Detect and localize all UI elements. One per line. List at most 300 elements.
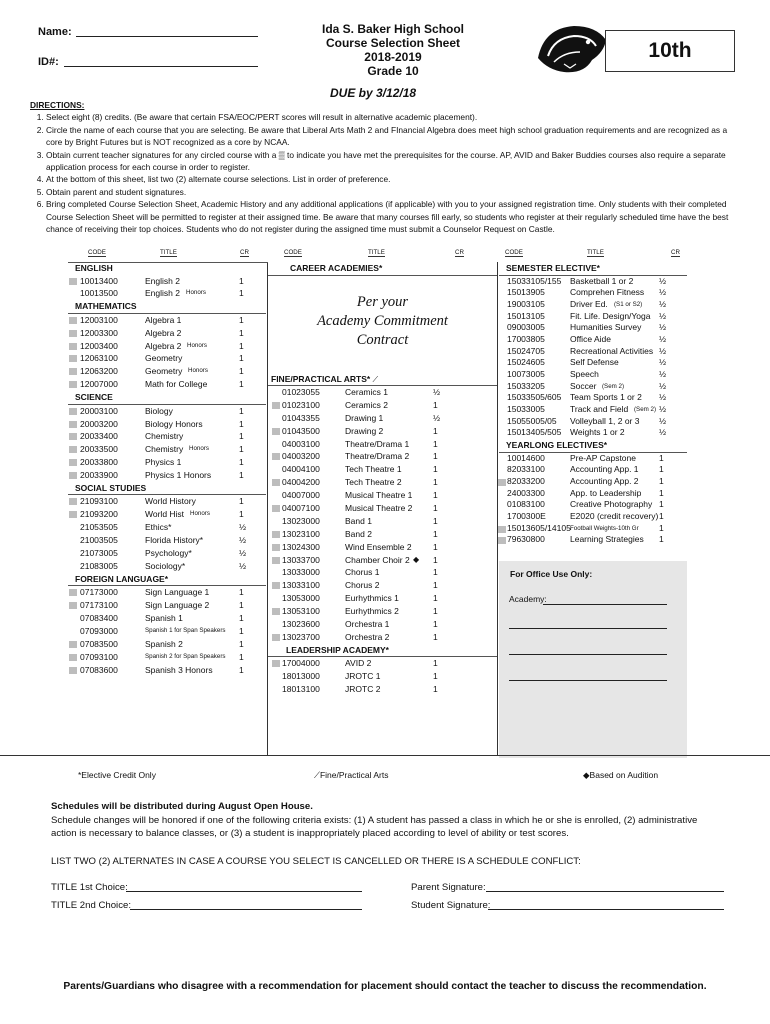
- course-credit: 1: [239, 327, 244, 338]
- course-row[interactable]: [268, 502, 497, 515]
- middle-course-column: [268, 249, 497, 696]
- col-header-cr: CR: [240, 249, 249, 256]
- col-header-cr: CR: [455, 249, 464, 256]
- directions: [30, 99, 742, 235]
- course-title: App. to Leadership: [570, 487, 642, 498]
- first-choice-field[interactable]: [126, 890, 362, 892]
- course-code: 20033800: [80, 457, 118, 468]
- course-title: Spanish 2 for Span Speakers: [145, 652, 226, 660]
- course-code: 20033500: [80, 444, 118, 455]
- academy-contract-note: [268, 276, 497, 373]
- course-row[interactable]: [268, 618, 497, 631]
- course-row[interactable]: [499, 476, 687, 488]
- course-row[interactable]: [68, 456, 266, 469]
- course-credit: 1: [239, 600, 244, 611]
- course-title: Tech Theatre 1: [345, 464, 402, 475]
- prereq-box[interactable]: [272, 531, 280, 538]
- course-row[interactable]: [268, 412, 497, 425]
- prereq-box[interactable]: [69, 602, 77, 609]
- course-row[interactable]: [68, 418, 266, 431]
- prereq-box[interactable]: [498, 537, 506, 544]
- course-credit: 1: [239, 405, 244, 416]
- prereq-box[interactable]: [272, 660, 280, 667]
- course-title: Soccer: [570, 380, 597, 391]
- course-row[interactable]: [268, 489, 497, 502]
- course-row[interactable]: [68, 586, 266, 599]
- yearlong-rows: [499, 453, 687, 547]
- course-row[interactable]: [499, 381, 687, 393]
- course-credit: 1: [239, 379, 244, 390]
- course-credit: 1: [433, 541, 438, 552]
- course-title-note: Honors: [188, 367, 208, 375]
- course-credit: ½: [239, 560, 247, 571]
- course-code: 1700300E: [507, 511, 546, 522]
- fine-arts-footnote: [314, 770, 388, 781]
- course-title: Volleyball 1, 2 or 3: [570, 415, 640, 426]
- course-row[interactable]: [499, 453, 687, 465]
- course-row[interactable]: [68, 469, 266, 482]
- office-line[interactable]: [509, 679, 667, 681]
- course-row[interactable]: [499, 523, 687, 535]
- course-code: 01023055: [282, 387, 320, 397]
- course-row[interactable]: [68, 508, 266, 521]
- course-code: 17003805: [507, 333, 545, 344]
- course-row[interactable]: [68, 365, 266, 378]
- contract-line: Academy Commitment: [317, 312, 448, 329]
- career-academies-header: CAREER ACADEMIES*: [268, 262, 497, 276]
- prereq-box[interactable]: [69, 654, 77, 661]
- prereq-box[interactable]: [69, 498, 77, 505]
- school-year: 2018-2019: [364, 50, 422, 64]
- course-credit: 1: [433, 567, 438, 578]
- course-row[interactable]: [268, 476, 497, 489]
- course-credit: 1: [239, 314, 244, 325]
- course-code: 15024605: [507, 357, 545, 368]
- course-credit: ½: [659, 427, 667, 438]
- course-row[interactable]: [68, 638, 266, 651]
- course-row[interactable]: [268, 438, 497, 451]
- course-title: Drawing 2: [345, 425, 384, 436]
- course-title: AVID 2: [345, 658, 372, 669]
- prereq-box[interactable]: [69, 355, 77, 362]
- course-code: 13023700: [282, 631, 320, 642]
- prereq-box[interactable]: [69, 433, 77, 440]
- fine-arts-footnote-text: Fine/Practical Arts: [319, 770, 389, 780]
- course-credit: 1: [433, 554, 438, 565]
- course-title: Band 1: [345, 515, 372, 526]
- course-title: Algebra 2: [145, 327, 182, 338]
- course-row[interactable]: [268, 579, 497, 592]
- academy-field[interactable]: [543, 603, 667, 605]
- schedule-text: Schedule changes will be honored if one of the following criteria exists: (1) A student has passed a class in which he or she is enrolled, (2) administrative action is necessary to balance classes, or (3) a student is inappropriately placed according to level of ability or test scores.: [51, 814, 698, 840]
- schedule-section: [51, 800, 721, 841]
- course-row[interactable]: [268, 528, 497, 541]
- course-credit: 1: [239, 496, 244, 507]
- course-credit: ½: [239, 522, 247, 533]
- id-field[interactable]: [64, 66, 258, 67]
- prereq-box[interactable]: [69, 641, 77, 648]
- course-title: Physics 1 Honors: [145, 470, 212, 481]
- course-row[interactable]: [499, 511, 687, 523]
- grade-badge-text: 10th: [648, 39, 692, 62]
- course-code: 15033005: [507, 404, 545, 415]
- course-credit: ½: [659, 333, 667, 344]
- course-title: Drawing 1: [345, 412, 384, 423]
- course-row[interactable]: [499, 464, 687, 476]
- prereq-box[interactable]: [272, 582, 280, 589]
- course-code: 12003300: [80, 327, 118, 338]
- prereq-box[interactable]: [69, 472, 77, 479]
- course-code: 07083500: [80, 638, 118, 649]
- prereq-box[interactable]: [272, 479, 280, 486]
- course-title: English 2: [145, 275, 180, 286]
- brush-icon: ⟋: [314, 770, 320, 780]
- course-title-note: (S1 or S2): [614, 300, 643, 308]
- fine-arts-rows: [268, 386, 497, 644]
- course-code: 13033100: [282, 580, 320, 591]
- course-title: Psychology*: [145, 548, 192, 559]
- course-credit: 1: [239, 470, 244, 481]
- course-row[interactable]: [68, 287, 266, 300]
- course-code: 01043355: [282, 412, 320, 423]
- course-title: Ceramics 1: [345, 387, 388, 397]
- course-row[interactable]: [499, 392, 687, 404]
- semester-rows: [499, 276, 687, 440]
- course-row[interactable]: [68, 599, 266, 612]
- course-code: 09003005: [507, 322, 545, 333]
- course-code: 10014600: [507, 452, 545, 463]
- course-title: World Hist: [145, 509, 185, 520]
- course-row[interactable]: [268, 566, 497, 579]
- prereq-box[interactable]: [272, 402, 280, 409]
- course-row[interactable]: [499, 427, 687, 439]
- academy-label: Academy:: [509, 594, 547, 604]
- course-title: Physics 1: [145, 457, 182, 468]
- course-credit: 1: [239, 444, 244, 455]
- course-row[interactable]: [268, 592, 497, 605]
- course-title: Chemistry: [145, 431, 184, 442]
- course-credit: ½: [433, 387, 441, 397]
- course-row[interactable]: [68, 547, 266, 560]
- course-credit: 1: [433, 438, 438, 449]
- course-row[interactable]: [68, 560, 266, 573]
- course-title: Weights 1 or 2: [570, 427, 625, 438]
- prereq-box[interactable]: [69, 330, 77, 337]
- course-row[interactable]: [499, 346, 687, 358]
- course-credit: 1: [659, 511, 664, 522]
- prereq-box[interactable]: [69, 317, 77, 324]
- course-title: Creative Photography: [570, 499, 653, 510]
- prereq-box[interactable]: [69, 667, 77, 674]
- contract-line: Per your: [356, 293, 409, 310]
- prereq-box[interactable]: [272, 557, 280, 564]
- course-row[interactable]: [499, 534, 687, 546]
- second-choice-label: TITLE 2nd Choice:: [51, 900, 131, 911]
- course-title-note: Honors: [186, 289, 206, 297]
- course-title: Math for College: [145, 379, 208, 390]
- prereq-box[interactable]: [69, 278, 77, 285]
- id-label: ID#:: [38, 56, 59, 68]
- course-credit: 1: [433, 580, 438, 591]
- course-row[interactable]: [499, 311, 687, 323]
- course-title: English 2: [145, 288, 180, 299]
- course-row[interactable]: [268, 631, 497, 644]
- col-header-code: CODE: [88, 249, 106, 256]
- prereq-box[interactable]: [69, 446, 77, 453]
- course-credit: 1: [239, 340, 244, 351]
- course-title: JROTC 1: [345, 671, 381, 682]
- course-row[interactable]: [268, 605, 497, 618]
- course-code: 82033100: [507, 464, 545, 475]
- course-code: 17004000: [282, 658, 320, 669]
- course-credit: 1: [433, 606, 438, 617]
- course-row[interactable]: [68, 327, 266, 340]
- prereq-box[interactable]: [272, 544, 280, 551]
- course-title: Ceramics 2: [345, 399, 388, 410]
- course-row[interactable]: [268, 450, 497, 463]
- course-row[interactable]: [68, 378, 266, 391]
- col-header-title: TITLE: [368, 249, 385, 256]
- course-credit: 1: [239, 613, 244, 624]
- office-line[interactable]: [509, 627, 667, 629]
- course-credit: 1: [433, 658, 438, 669]
- course-title: Humanities Survey: [570, 322, 642, 333]
- course-row[interactable]: [499, 404, 687, 416]
- course-code: 13033000: [282, 567, 320, 578]
- course-code: 13023600: [282, 619, 320, 630]
- course-row[interactable]: [499, 369, 687, 381]
- course-code: 12063100: [80, 353, 118, 364]
- bottom-note: Parents/Guardians who disagree with a recommendation for placement should contact the teacher to discuss the recommendation.: [63, 981, 707, 992]
- course-code: 15013605/14105: [507, 522, 571, 533]
- course-code: 01023100: [282, 399, 320, 410]
- course-credit: 1: [433, 619, 438, 630]
- direction-item: 2. Circle the name of each course that you are selecting. Be aware that Liberal Arts Math 2 and FInancial Algebra does meet high school graduation requirements and are recognized as a core by Bright Futures but is NOT recognized as a core by NCAA.: [46, 124, 742, 149]
- course-title: Chamber Choir 2: [345, 554, 410, 565]
- parent-signature-field[interactable]: [486, 890, 724, 892]
- course-row[interactable]: [499, 299, 687, 311]
- course-credit: 1: [239, 418, 244, 429]
- course-title: Football Weights-10th Gr: [570, 524, 639, 532]
- schedule-title: Schedules will be distributed during August Open House.: [51, 801, 313, 812]
- course-code: 07083400: [80, 613, 118, 624]
- course-title: Pre-AP Capstone: [570, 452, 636, 463]
- prereq-box[interactable]: [272, 428, 280, 435]
- course-title: Theatre/Drama 2: [345, 451, 410, 462]
- course-credit: ½: [659, 287, 667, 298]
- course-credit: ½: [659, 392, 667, 403]
- course-code: 21073005: [80, 548, 118, 559]
- course-title: Spanish 3 Honors: [145, 664, 213, 675]
- course-row[interactable]: [68, 534, 266, 547]
- course-credit: 1: [239, 587, 244, 598]
- course-row[interactable]: [268, 541, 497, 554]
- footnote-rule: [0, 755, 770, 756]
- course-row[interactable]: [268, 554, 497, 567]
- col-header-code: CODE: [284, 249, 302, 256]
- course-code: 20003200: [80, 418, 118, 429]
- course-code: 15013105: [507, 310, 545, 321]
- course-code: 21003505: [80, 535, 118, 546]
- course-title: Eurhythmics 2: [345, 606, 399, 617]
- course-code: 04003200: [282, 451, 320, 462]
- course-row[interactable]: [68, 405, 266, 418]
- course-title: Geometry: [145, 366, 183, 377]
- office-use-box: [499, 561, 687, 758]
- course-row[interactable]: [68, 612, 266, 625]
- course-row[interactable]: [68, 625, 266, 638]
- course-credit: 1: [659, 522, 664, 533]
- course-title: Track and Field: [570, 404, 629, 415]
- prereq-box[interactable]: [498, 526, 506, 533]
- course-row[interactable]: [68, 495, 266, 508]
- course-row[interactable]: [499, 287, 687, 299]
- office-line[interactable]: [509, 653, 667, 655]
- course-row[interactable]: [268, 670, 497, 683]
- course-row[interactable]: [68, 275, 266, 288]
- course-title: JROTC 2: [345, 684, 381, 695]
- course-row[interactable]: [268, 399, 497, 412]
- course-row[interactable]: [68, 352, 266, 365]
- course-row[interactable]: [499, 322, 687, 334]
- course-code: 13023000: [282, 515, 320, 526]
- course-row[interactable]: [499, 276, 687, 288]
- course-row[interactable]: [68, 443, 266, 456]
- prereq-box[interactable]: [69, 408, 77, 415]
- grade-line: Grade 10: [367, 64, 419, 78]
- course-title: Tech Theatre 2: [345, 477, 402, 488]
- course-credit: 1: [239, 275, 244, 286]
- course-title: Musical Theatre 2: [345, 503, 413, 514]
- course-credit: 1: [433, 671, 438, 682]
- brush-icon: ⟋: [372, 374, 379, 384]
- diamond-icon: ◆: [413, 554, 420, 564]
- name-field[interactable]: [76, 36, 258, 37]
- section-header: SCIENCE: [68, 391, 266, 405]
- course-row[interactable]: [68, 664, 266, 677]
- course-code: 07093000: [80, 625, 118, 636]
- course-title: Eurhythmics 1: [345, 593, 399, 604]
- course-row[interactable]: [499, 416, 687, 428]
- prereq-box[interactable]: [272, 505, 280, 512]
- course-row[interactable]: [268, 425, 497, 438]
- course-row[interactable]: [68, 314, 266, 327]
- course-credit: ½: [659, 345, 667, 356]
- course-row[interactable]: [499, 357, 687, 369]
- left-course-column: [68, 249, 266, 677]
- course-code: 18013100: [282, 684, 320, 695]
- prereq-box[interactable]: [69, 511, 77, 518]
- course-title: Orchestra 1: [345, 619, 390, 630]
- course-code: 13053000: [282, 593, 320, 604]
- course-row[interactable]: [268, 463, 497, 476]
- course-row[interactable]: [68, 340, 266, 353]
- course-code: 21083005: [80, 560, 118, 571]
- course-code: 12003400: [80, 340, 118, 351]
- prereq-box[interactable]: [498, 479, 506, 486]
- prereq-box[interactable]: [69, 343, 77, 350]
- course-title: Chorus 2: [345, 580, 380, 591]
- course-title: Fit. Life. Design/Yoga: [570, 310, 651, 321]
- course-title: Biology: [145, 405, 173, 416]
- course-title: Accounting App. 2: [570, 476, 639, 486]
- course-title: Orchestra 2: [345, 631, 390, 642]
- prereq-box[interactable]: [69, 368, 77, 375]
- prereq-box[interactable]: [69, 459, 77, 466]
- course-row[interactable]: [268, 683, 497, 696]
- course-row[interactable]: [68, 430, 266, 443]
- course-row[interactable]: [68, 651, 266, 664]
- prereq-box[interactable]: [272, 634, 280, 641]
- prereq-box[interactable]: [272, 453, 280, 460]
- course-title: Geometry: [145, 353, 183, 364]
- mascot-logo: [534, 18, 610, 76]
- course-credit: ½: [659, 404, 667, 415]
- section-header: ENGLISH: [75, 263, 113, 273]
- course-title: Comprehen Fitness: [570, 287, 645, 298]
- column-divider: [497, 262, 498, 755]
- course-code: 21053505: [80, 522, 118, 533]
- direction-item: 4. At the bottom of this sheet, list two (2) alternate course selections. List in order of preference.: [46, 173, 742, 185]
- course-row[interactable]: [68, 521, 266, 534]
- prereq-box[interactable]: [272, 608, 280, 615]
- course-row[interactable]: [499, 499, 687, 511]
- course-credit: 1: [433, 425, 438, 436]
- course-row[interactable]: [499, 334, 687, 346]
- elective-footnote: *Elective Credit Only: [78, 770, 156, 780]
- course-code: 20003100: [80, 405, 118, 416]
- course-title-note: (Sem 2): [602, 382, 625, 390]
- prereq-box[interactable]: [69, 589, 77, 596]
- student-signature-field[interactable]: [488, 908, 724, 910]
- course-title: Office Aide: [570, 333, 611, 344]
- course-code: 21093200: [80, 509, 118, 520]
- fine-arts-title: FINE/PRACTICAL ARTS*: [271, 373, 371, 384]
- course-code: 13033700: [282, 554, 320, 565]
- course-row[interactable]: [268, 657, 497, 670]
- course-code: 10073005: [507, 369, 545, 379]
- course-credit: 1: [239, 509, 244, 520]
- course-row[interactable]: [499, 488, 687, 500]
- course-credit: 1: [433, 490, 438, 501]
- course-credit: 1: [239, 638, 244, 649]
- course-row[interactable]: [268, 386, 497, 399]
- course-code: 04004100: [282, 464, 320, 475]
- course-credit: ½: [239, 535, 247, 546]
- course-credit: 1: [239, 288, 244, 299]
- course-credit: 1: [433, 477, 438, 488]
- course-code: 12063200: [80, 366, 118, 377]
- section-header: MATHEMATICS: [68, 300, 266, 314]
- direction-item: 3. Obtain current teacher signatures for any circled course with a ▒ to indicate you have met the prerequisites for the course. AP, AVID and Baker Buddies courses also require a separate application process for each course in order to register.: [46, 149, 742, 174]
- course-title: Ethics*: [145, 522, 172, 533]
- course-title: Musical Theatre 1: [345, 490, 413, 501]
- prereq-box[interactable]: [69, 381, 77, 388]
- second-choice-field[interactable]: [130, 908, 362, 910]
- school-header: [268, 22, 518, 78]
- course-code: 13053100: [282, 606, 320, 617]
- course-credit: 1: [433, 515, 438, 526]
- directions-title: DIRECTIONS:: [30, 100, 85, 110]
- audition-footnote-text: Based on Audition: [589, 770, 659, 780]
- course-title: Chemistry: [145, 444, 184, 455]
- course-title: World History: [145, 496, 196, 507]
- office-use-title: For Office Use Only:: [510, 569, 593, 579]
- course-code: 15055005/05: [507, 415, 557, 426]
- course-row[interactable]: [268, 515, 497, 528]
- prereq-box[interactable]: [69, 421, 77, 428]
- direction-item: 5. Obtain parent and student signatures.: [46, 186, 742, 198]
